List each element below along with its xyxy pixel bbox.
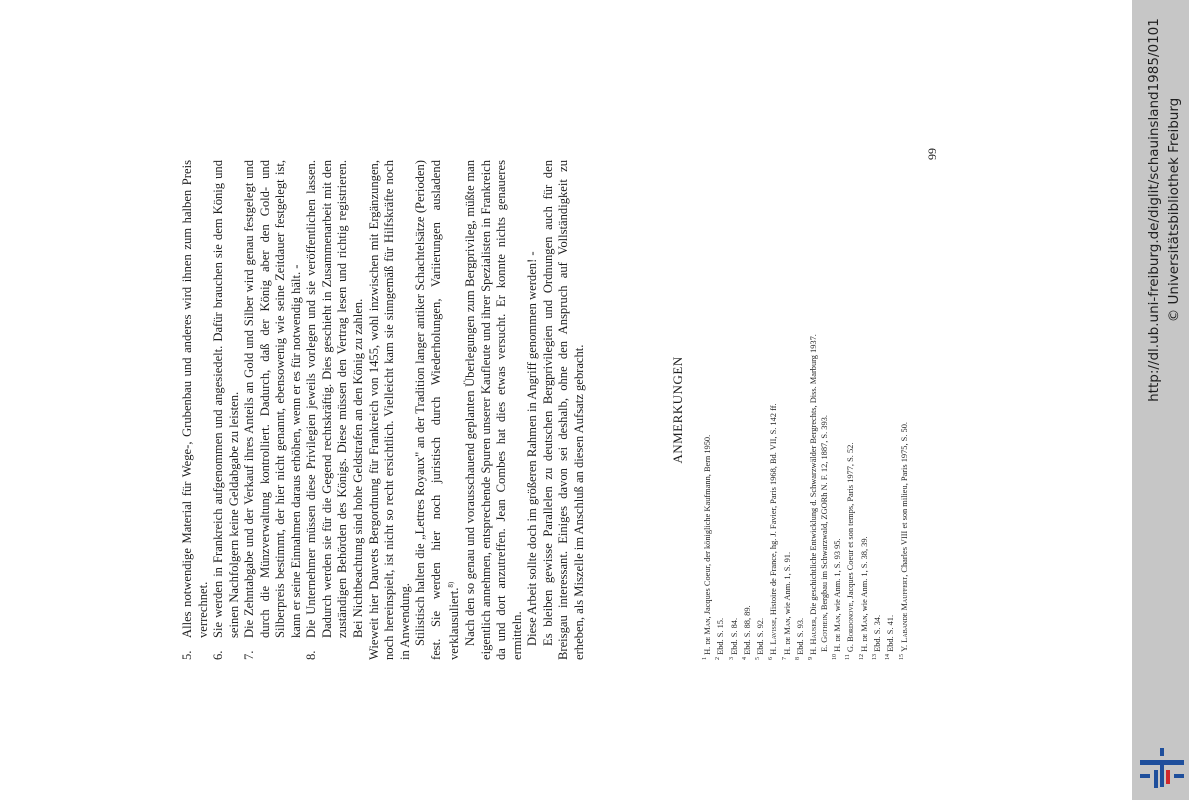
footnote [740, 160, 753, 660]
footnote-author: H. de Man [832, 615, 842, 652]
list-item [180, 160, 211, 660]
list-item-text: Sie werden in Frankreich aufgenommen und angesiedelt. Dafür brauchen sie dem König und seinen Nachfolgern keine Geldabgabe zu leisten. [211, 160, 241, 638]
paragraph-text: Es bleiben gewisse Parallelen zu deutschen Bergprivilegien und Ordnungen auch für den Breisgau interessant. Einiges davon sei deshalb, ohne den Anspruch auf Vollständigkeit zu erheben, als Miszelle im Anschluß an diesen Aufsatz gebracht. [540, 160, 586, 660]
footnote-text: Ebd. S. 92. [755, 617, 765, 655]
footnote-text: , Jacques Coeur et son temps, Paris 1977, S. 52. [846, 442, 856, 603]
paragraph-text: Wieweit hier Dauvets Bergordnung für Frankreich von 1455, wohl inzwischen mit Ergänzungen, noch hereinspielt, ist nicht so recht ersichtlich. Vielleicht kam sie sinngemäß für Hilfskräfte noch in Anwendung. [366, 160, 412, 660]
list-item [242, 160, 304, 660]
footnote-number: 4 [741, 657, 748, 660]
footnote [843, 160, 856, 660]
footnote-author: G. Bordonove [846, 602, 856, 653]
list-item-number: 5. [180, 650, 194, 660]
footnote-text: , Charles VIII et son milieu, Paris 1975, S. 50. [899, 422, 909, 577]
footnote-number: 10 [832, 654, 839, 660]
paragraph-text: Nach den so genau und vorausschauend geplanten Überlegungen zum Bergprivileg, müßte man eigentlich annehmen, entsprechende Spuren unserer Kaufleute und ihrer Spezialisten in Frankreich da und dort anzutreffen. Jean Combes hat dies etwas versucht. Er konnte nichts genaueres ermitteln. [463, 160, 524, 660]
footnote [857, 160, 870, 660]
footnote [870, 160, 883, 660]
sidebar-url[interactable]: http://dl.ub.uni-freiburg.de/diglit/schauinsland1985/0101 [1146, 18, 1162, 402]
sidebar-text [1144, 0, 1184, 420]
footnote-text: Ebd. S. 93. [795, 617, 805, 655]
paragraph-text: Stilistisch halten die „Lettres Royaux" an der Tradition langer antiker Schachtelsätze (Perioden) fest. Sie werden hier noch juristisch durch Wiederholungen, Variierungen ausladend verklausuliert. [413, 160, 462, 660]
notes-heading: ANMERKUNGEN [670, 356, 685, 464]
paragraph [367, 160, 414, 660]
footnote-author: H. de Man [702, 618, 712, 655]
footnote [897, 160, 910, 660]
page-number: 99 [925, 148, 939, 160]
footnote [713, 160, 726, 660]
footnote-text: , Histoire de France, hg. J. Favier, Paris 1968, Bd. VII, S. 142 ff. [769, 403, 779, 620]
footnote-number: 7 [781, 657, 788, 660]
list-item-number: 7. [242, 650, 257, 660]
list-item-text: Die Zehntabgabe und der Verkauf ihres Anteils an Gold und Silber wird genau festgelegt und durch die Münzverwaltung kontrolliert. Dadurch, daß der König aber den Gold- und Silberpreis bestimmt, der hier nicht genannt, ebensowenig wie seine Zeitdauer festgelegt ist, kann er seine Einnahmen daraus erhöhen, wenn er es für notwendig hält. - [242, 160, 303, 638]
footnote [700, 160, 713, 660]
list-item-number: 6. [211, 650, 226, 660]
footnote-text: , wie Anm. 1, S. 38, 39. [859, 536, 869, 616]
list-item-number: 8. [304, 650, 319, 660]
footnote [780, 160, 793, 660]
paragraph [541, 160, 588, 660]
footnote-author: H. de Man [859, 615, 869, 652]
list-item [304, 160, 366, 660]
footnote-text: , Jacques Coeur, der königliche Kaufmann, Bern 1950. [702, 434, 712, 619]
footnote-text: , wie Anm. 1, S. 93 95. [832, 538, 842, 616]
sidebar-copyright: © Universitätsbibliothek Freiburg [1166, 97, 1182, 323]
footnote-text: Ebd. S. 15. [716, 617, 726, 655]
footnote-number: 3 [728, 657, 735, 660]
footnote-number: 2 [715, 657, 722, 660]
footnotes [700, 160, 910, 660]
paragraph [463, 160, 525, 660]
footnote [806, 160, 819, 660]
footnote-number: 14 [885, 654, 892, 660]
footnote [753, 160, 766, 660]
footnote-text: , wie Anm. 1, S. 91. [782, 551, 792, 619]
paragraph [525, 160, 541, 660]
footnote [793, 160, 806, 660]
footnote-author: H. Lavisse [769, 619, 779, 655]
paragraphs [367, 160, 588, 660]
footnote-author: H. de Man [782, 618, 792, 655]
footnote [830, 160, 843, 660]
footnote-text: , Bergbau im Schwarzwald, ZGORh N. F. 12, 1887, S. 393. [819, 415, 829, 615]
footnote-author: Y. Labande Mauffert [899, 576, 909, 652]
footnote [727, 160, 740, 660]
footnote-number: 8 [795, 657, 802, 660]
footnote-number: 11 [845, 654, 852, 660]
footnote [820, 160, 831, 660]
footnote-text: , Die geschichtliche Entwicklung d. Schwarzwälder Bergrechts, Diss. Marburg 1937. [809, 334, 819, 619]
footnote-number: 5 [755, 657, 762, 660]
list-item [211, 160, 242, 660]
main-text [180, 160, 587, 660]
paragraph-text: Diese Arbeit sollte doch im größeren Rahmen in Angriff genommen werden! - [525, 251, 540, 646]
footnote-text: Ebd. S. 41. [886, 614, 896, 652]
footnote-ref: 8) [447, 581, 456, 588]
list-item-text: Die Unternehmer müssen diese Privilegien jeweils vorlegen und sie veröffentlichen lassen. Dadurch werden sie für die Gegend rechtskräftig. Dies geschieht in Zusammenarbeit mit den zuständigen Behörden des Königs. Diese müssen den Vertrag lesen und richtig registrieren. Bei Nichtbeachtung sind hohe Geldstrafen an den König zu zahlen. [304, 160, 366, 638]
footnote-text: Ebd. S. 84. [729, 617, 739, 655]
privilege-list [180, 160, 367, 660]
paragraph [413, 160, 463, 660]
footnote-number: 1 [702, 657, 708, 660]
rotated-page-content [180, 140, 940, 660]
footnote-text: Ebd. S. 88, 89. [742, 605, 752, 655]
footnote-number: 9 [808, 657, 815, 660]
footnote [883, 160, 896, 660]
footnote-number: 13 [872, 654, 879, 660]
footnote-author: H. Hauser [809, 618, 819, 655]
footnote-number: 6 [768, 657, 775, 660]
footnote [766, 160, 779, 660]
list-item-text: Alles notwendige Material für Wege-, Grubenbau und anderes wird ihnen zum halben Preis verrechnet. [180, 160, 210, 638]
library-logo-icon [1140, 748, 1184, 792]
footnote-text: Ebd. S. 34. [872, 614, 882, 652]
footnote-number: 15 [898, 654, 905, 660]
footnote-number: 12 [858, 654, 865, 660]
footnote-author: E. Gothein [819, 614, 829, 652]
